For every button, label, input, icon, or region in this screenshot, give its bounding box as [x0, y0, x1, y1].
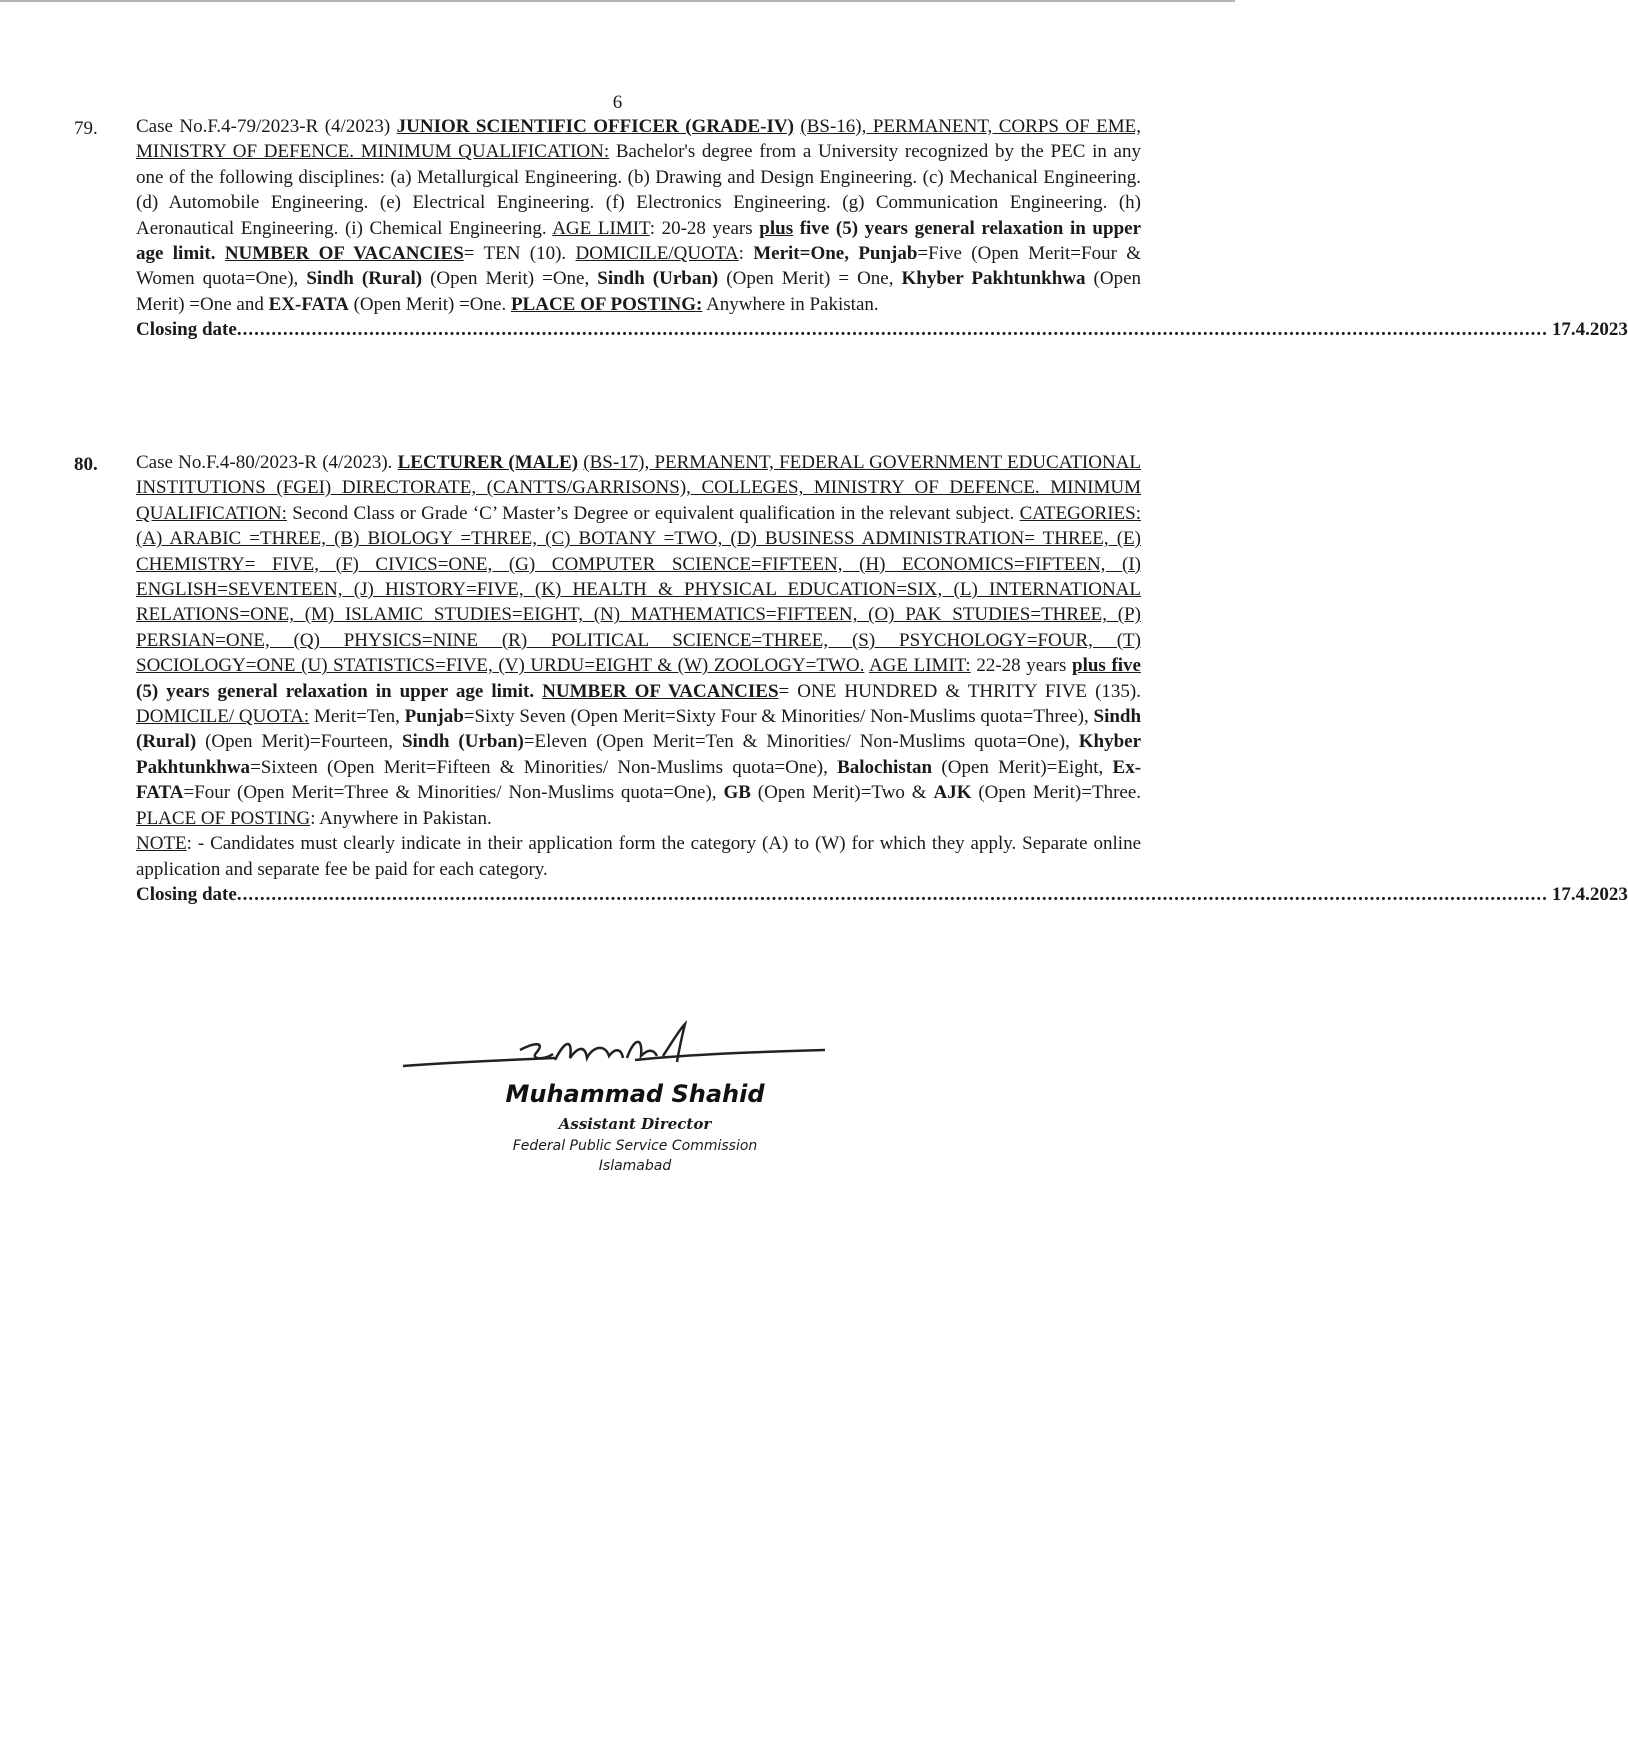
case-79-sindh-rural-text: (Open Merit) =One, [430, 268, 590, 290]
case-80-punjab-text: =Sixty Seven (Open Merit=Sixty Four & Minorities/ Non-Muslims quota=Three), [463, 706, 1089, 728]
case-79-closing-row [136, 317, 1628, 342]
case-80-post-tail: (BS-17), PERMANENT, FEDERAL GOVERNMENT EDUCATIONAL INSTITUTIONS (FGEI) DIRECTORATE, (CANTTS/GARRISONS), COLLEGES, MINISTRY OF DEFENCE. MINIMUM QUALIFICATION: [136, 452, 1142, 524]
case-80-relax-text: (5) years general relaxation in upper age limit. [136, 680, 535, 702]
leader-dots: .................................................................................................................................................................................................................................... [236, 883, 1548, 905]
signatory-name: Muhammad Shahid [505, 1080, 765, 1108]
case-79-closing-date: 17.4.2023 [1551, 319, 1628, 341]
case-80-post: LECTURER (MALE) [397, 452, 579, 473]
leader-dots: .................................................................................................................................................................................................................................... [236, 319, 1548, 341]
case-80-kp-label: Khyber Pakhtunkhwa [136, 731, 1142, 778]
case-79-relax-text: five (5) years general relaxation in upper age limit. [136, 217, 1141, 265]
case-79-kp-text: (Open Merit) =One and [136, 268, 1141, 315]
case-79-posting-value: Anywhere in Pakistan. [706, 293, 879, 315]
case-80-sindh-rural-label: Sindh (Rural) [136, 706, 1142, 753]
case-80-vacancies-value: = ONE HUNDRED & THRITY FIVE (135). [778, 680, 1141, 702]
case-79-merit: Merit=One, [753, 243, 849, 265]
case-79-vacancies-label: NUMBER OF VACANCIES [224, 243, 464, 265]
signatory-city: Islamabad [598, 1158, 672, 1174]
case-79-punjab-text: =Five (Open Merit=Four & Women quota=One), [136, 243, 1142, 290]
case-79-age-label: AGE LIMIT [552, 217, 650, 239]
top-border-line [0, 0, 1235, 2]
case-79-closing-label: Closing date [136, 319, 237, 341]
case-80-age-label: AGE LIMIT: [868, 655, 971, 677]
case-80-note [136, 831, 1141, 882]
case-80-sindh-urban-label: Sindh (Urban) [401, 731, 524, 753]
case-79-post-tail: (BS-16), PERMANENT, CORPS OF EME, MINISTRY OF DEFENCE. MINIMUM QUALIFICATION: [136, 116, 1142, 163]
case-80-closing-date: 17.4.2023 [1551, 883, 1628, 905]
case-80-qualification: Second Class or Grade ‘C’ Master’s Degree or equivalent qualification in the relevant subject. [292, 502, 1015, 524]
case-80-note-text: : - Candidates must clearly indicate in their application form the category (A) to (W) for which they apply. Separate online application and separate fee be paid for each category. [136, 833, 1141, 880]
case-79-domicile-label: DOMICILE/QUOTA [575, 243, 739, 265]
case-79-block [136, 114, 1628, 343]
case-80-age-value: 22-28 years [976, 655, 1067, 677]
case-80-posting-label: PLACE OF POSTING [136, 807, 311, 829]
case-80-fata-label: Ex-FATA [136, 756, 1142, 804]
case-80-sindh-urban-text: =Eleven (Open Merit=Ten & Minorities/ Non-Muslims quota=One), [523, 731, 1070, 753]
case-80-kp-text: =Sixteen (Open Merit=Fifteen & Minorities/ Non-Muslims quota=One), [250, 756, 828, 778]
case-80-relax-plus: plus five [1072, 655, 1141, 677]
case-80-ajk-label: AJK [933, 782, 972, 804]
case-80-merit: Merit=Ten, [313, 706, 400, 728]
case-80-intro: Case No.F.4-80/2023-R (4/2023). [136, 452, 393, 473]
signature-block [395, 1020, 875, 1190]
case-79-fata-label: EX-FATA [268, 293, 349, 315]
case-80-closing-label: Closing date [136, 883, 237, 905]
case-80-vacancies-label: NUMBER OF VACANCIES [542, 680, 779, 702]
case-80-note-label: NOTE [136, 833, 187, 855]
case-79-sindh-urban-text: (Open Merit) = One, [726, 268, 894, 290]
case-79-post: JUNIOR SCIENTIFIC OFFICER (GRADE-IV) [396, 116, 794, 137]
case-80-balochistan-text: (Open Merit)=Eight, [941, 756, 1104, 778]
case-79-posting-label: PLACE OF POSTING: [510, 293, 703, 315]
case-80-gb-text: (Open Merit)=Two & [757, 782, 927, 804]
case-79-vacancies-value: = TEN (10). [463, 243, 567, 265]
case-80-categories-label: CATEGORIES: [1019, 502, 1141, 524]
case-79-sindh-rural-label: Sindh (Rural) [306, 268, 423, 290]
case-80-balochistan-label: Balochistan [837, 756, 933, 778]
case-80-gb-label: GB [723, 782, 751, 804]
case-80-posting-value: : Anywhere in Pakistan. [310, 807, 492, 829]
case-80-block [136, 450, 1628, 907]
case-79-kp-label: Khyber Pakhtunkhwa [901, 268, 1086, 290]
case-79-domicile-colon: : [738, 243, 744, 265]
signatory-title: Assistant Director [558, 1115, 712, 1133]
case-79-relax-plus: plus [759, 217, 794, 239]
signatory-organization: Federal Public Service Commission [512, 1138, 758, 1154]
case-80-closing-row [136, 882, 1628, 907]
case-80-categories-text: (A) ARABIC =THREE, (B) BIOLOGY =THREE, (C) BOTANY =TWO, (D) BUSINESS ADMINISTRATION= THREE, (E) CHEMISTRY= FIVE, (F) CIVICS=ONE, (G) COMPUTER SCIENCE=FIFTEEN, (H) ECONOMICS=FIFTEEN, (I) ENGLISH=SEVENTEEN, (J) HISTORY=FIVE, (K) HEALTH & PHYSICAL EDUCATION=SIX, (L) INTERNATIONAL RELATIONS=ONE, (M) ISLAMIC STUDIES=EIGHT, (N) MATHEMATICS=FIFTEEN, (O) PAK STUDIES=THREE, (P) PERSIAN=ONE, (Q) PHYSICS=NINE (R) POLITICAL SCIENCE=THREE, (S) PSYCHOLOGY=FOUR, (T) SOCIOLOGY=ONE (U) STATISTICS=FIVE, (V) URDU=EIGHT & (W) ZOOLOGY=TWO. [136, 528, 1141, 677]
case-79-punjab-label: Punjab [858, 243, 918, 265]
case-80-fata-text: =Four (Open Merit=Three & Minorities/ Non-Muslims quota=One), [183, 782, 717, 804]
case-79-intro: Case No.F.4-79/2023-R (4/2023) [136, 116, 391, 137]
case-79-number: 79. [74, 118, 98, 139]
case-80-punjab-label: Punjab [404, 706, 464, 728]
case-80-sindh-rural-text: (Open Merit)=Fourteen, [205, 731, 394, 753]
case-80-domicile-label: DOMICILE/ QUOTA: [136, 706, 310, 728]
case-79-fata-text: (Open Merit) =One. [353, 293, 507, 315]
case-80-number: 80. [74, 454, 98, 475]
case-79-age-value: : 20-28 years [649, 217, 753, 239]
case-80-ajk-text: (Open Merit)=Three. [978, 782, 1142, 804]
case-79-sindh-urban-label: Sindh (Urban) [597, 268, 719, 290]
case-79-qualification: Bachelor's degree from a University recognized by the PEC in any one of the following disciplines: (a) Metallurgical Engineering. (b) Drawing and Design Engineering. (c) Mechanical Engineering. (d) Automobile Engineering. (e) Electrical Engineering. (f) Electronics Engineering. (g) Communication Engineering. (h) Aeronautical Engineering. (i) Chemical Engineering. [136, 141, 1141, 239]
page-number: 6 [612, 92, 623, 113]
